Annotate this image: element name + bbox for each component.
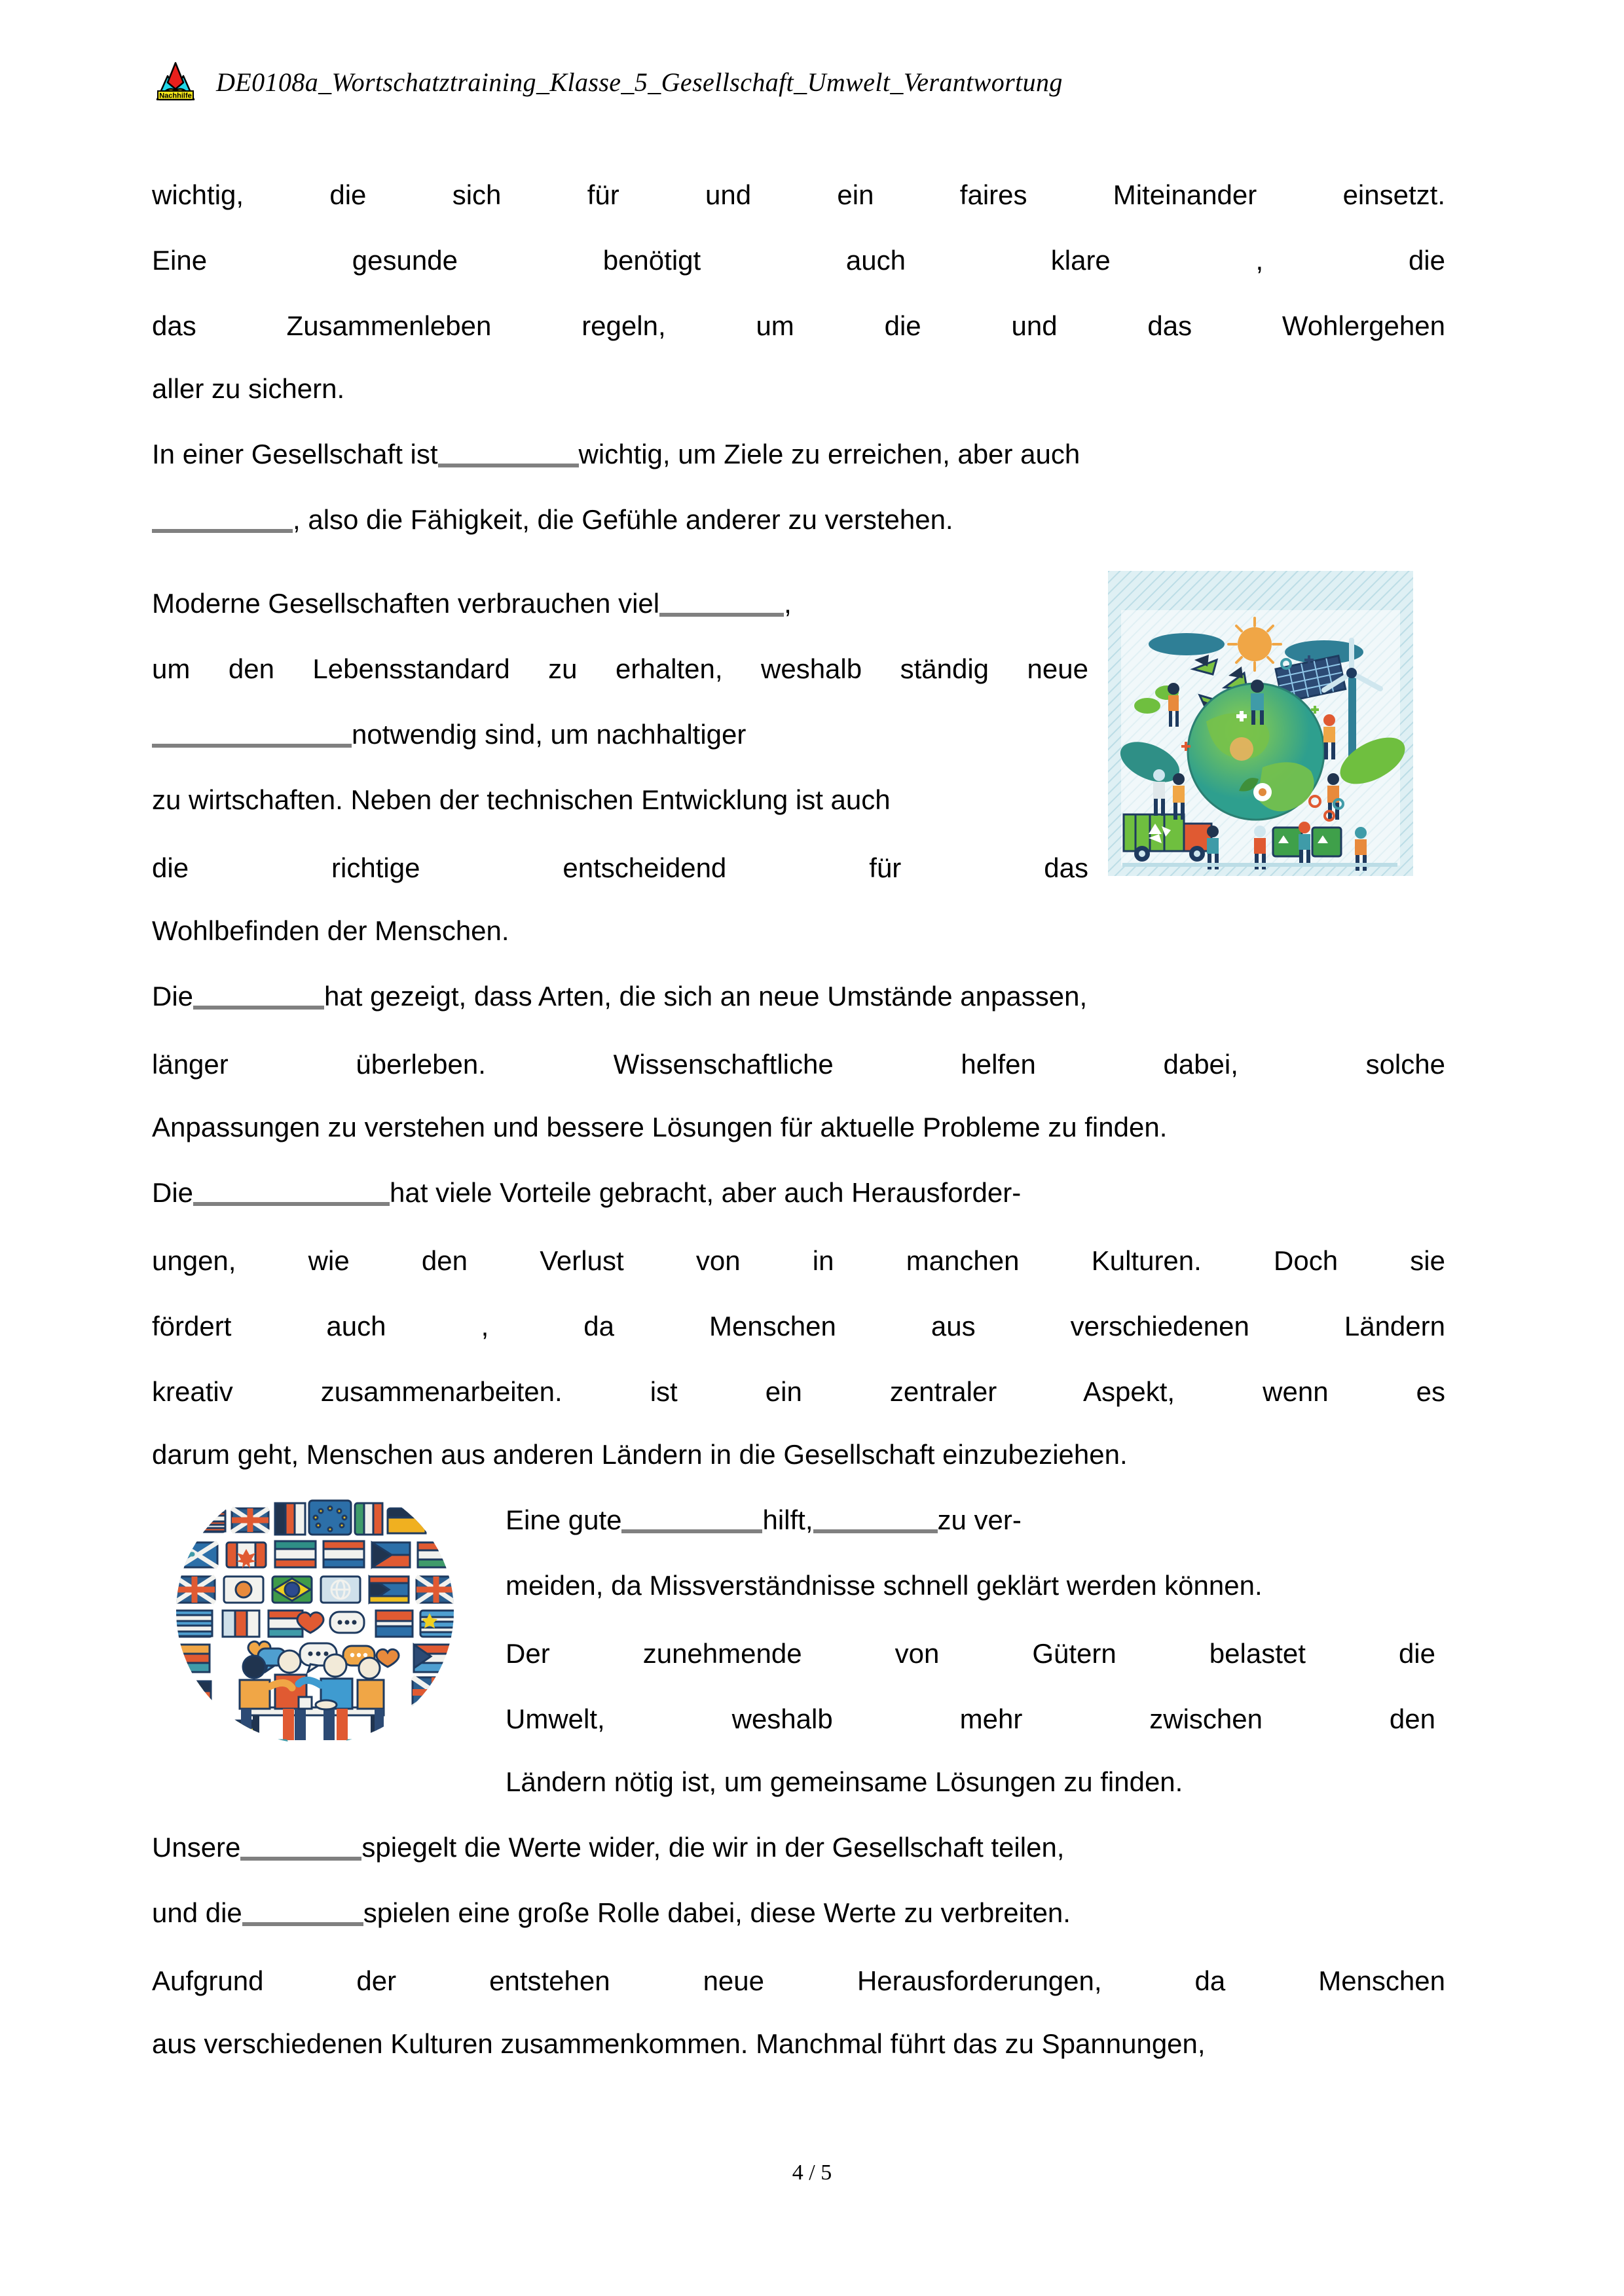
line-text: zwischen den (1149, 1704, 1436, 1734)
paragraph-block-1 (152, 160, 1445, 553)
line-text: und ein faires Miteinander einsetzt. (705, 179, 1445, 210)
line-text: Wohlbefinden der Menschen. (152, 915, 509, 946)
text-line (152, 1946, 1445, 2011)
text-line (152, 1160, 1445, 1226)
line-text: zu ver- (937, 1504, 1022, 1535)
fill-in-blank[interactable] (659, 591, 784, 617)
line-text: hilft, (762, 1504, 813, 1535)
text-line (152, 2011, 1445, 2077)
text-line (152, 571, 1088, 636)
text-line (152, 1226, 1445, 1291)
fill-in-blank[interactable] (242, 1900, 363, 1926)
fill-in-blank[interactable] (152, 721, 352, 748)
fill-in-blank[interactable] (621, 1507, 762, 1533)
fill-in-blank[interactable] (438, 441, 579, 467)
text-line (152, 422, 1445, 487)
line-text: kreativ zusammenarbeiten. (152, 1376, 650, 1407)
text-line (152, 898, 1445, 964)
text-line (506, 1684, 1435, 1749)
fill-in-blank[interactable] (813, 1507, 938, 1533)
line-text: Unsere (152, 1832, 241, 1863)
fill-in-blank[interactable] (240, 1834, 361, 1861)
line-text: in manchen Kulturen. Doch sie (812, 1245, 1445, 1276)
text-line (152, 833, 1088, 898)
text-line (152, 1357, 1445, 1422)
line-text: wichtig, die sich für (152, 179, 706, 210)
text-line (152, 1029, 1445, 1095)
text-line (152, 767, 1088, 833)
line-text: hat gezeigt, dass Arten, die sich an neue Umstände anpassen, (324, 981, 1088, 1011)
text-line (152, 1095, 1445, 1160)
text-line (152, 225, 1445, 291)
line-text: länger überleben. Wissenschaftliche (152, 1049, 961, 1080)
text-line (152, 1422, 1445, 1487)
fill-in-blank[interactable] (193, 1180, 390, 1206)
paragraph-block-environment (152, 571, 1445, 898)
line-text: um den Lebensstandard zu erhalten, weshalb ständig neue (152, 653, 1088, 684)
page-indicator: 4 / 5 (792, 2160, 832, 2185)
line-text: Aufgrund der (152, 1965, 490, 1996)
text-line (152, 636, 1088, 702)
paragraph-block-after-environment (152, 898, 1445, 1487)
line-text: , da Menschen aus verschiedenen Ländern (481, 1311, 1445, 1341)
text-line (506, 1749, 1435, 1815)
line-text: hat viele Vorteile gebracht, aber auch Herausforder- (390, 1177, 1022, 1208)
text-line (506, 1553, 1435, 1618)
line-text: Die (152, 1177, 194, 1208)
line-text: ist ein zentraler Aspekt, wenn es (650, 1376, 1445, 1407)
page-title: DE0108a_Wortschatztraining_Klasse_5_Gesellschaft_Umwelt_Verantwortung (216, 67, 1063, 97)
line-text: In einer Gesellschaft ist (152, 439, 438, 469)
text-line (152, 487, 1445, 553)
worksheet-text (152, 160, 1445, 553)
line-text: aller zu sichern. (152, 373, 345, 404)
line-text: Die (152, 981, 194, 1011)
page-footer (0, 2160, 1624, 2185)
line-text: Ländern nötig ist, um gemeinsame Lösungen zu finden. (506, 1766, 1183, 1797)
text-line (152, 702, 1088, 767)
text-line (152, 964, 1445, 1029)
line-text: fördert auch (152, 1311, 481, 1341)
line-text: darum geht, Menschen aus anderen Ländern in die Gesellschaft einzubeziehen. (152, 1439, 1128, 1470)
line-text: Moderne Gesellschaften verbrauchen viel (152, 588, 660, 619)
text-line (152, 356, 1445, 422)
line-text: meiden, da Missverständnisse schnell geklärt werden können. (506, 1570, 1263, 1601)
line-text: , (784, 588, 792, 619)
line-text: Umwelt, weshalb mehr (506, 1704, 1150, 1734)
text-line (152, 1815, 1445, 1880)
text-line (152, 1291, 1445, 1357)
text-line (506, 1487, 1435, 1553)
line-text: und das Wohlergehen (1011, 310, 1445, 341)
paragraph-block-flags (152, 1487, 1445, 1815)
line-text: Eine gute (506, 1504, 622, 1535)
line-text: benötigt auch klare (602, 245, 1256, 276)
line-text: spielen eine große Rolle dabei, diese Werte zu verbreiten. (363, 1897, 1071, 1928)
line-text: Der zunehmende (506, 1638, 895, 1669)
line-text: entstehen neue Herausforderungen, da Menschen (489, 1965, 1445, 1996)
line-text: die richtige (152, 852, 563, 883)
line-text: ungen, wie den Verlust von (152, 1245, 813, 1276)
text-line (152, 160, 1445, 225)
line-text: , also die Fähigkeit, die Gefühle anderer zu verstehen. (293, 504, 953, 535)
line-text: und die (152, 1897, 242, 1928)
text-line (152, 1880, 1445, 1946)
line-text: aus verschiedenen Kulturen zusammenkommen. Manchmal führt das zu Spannungen, (152, 2028, 1206, 2059)
paragraph-block-tail (152, 1815, 1445, 2077)
line-text: spiegelt die Werte wider, die wir in der Gesellschaft teilen, (361, 1832, 1065, 1863)
text-line (506, 1618, 1435, 1684)
line-text: Anpassungen zu verstehen und bessere Lösungen für aktuelle Probleme zu finden. (152, 1112, 1168, 1142)
fill-in-blank[interactable] (152, 507, 293, 533)
line-text: notwendig sind, um nachhaltiger (352, 719, 747, 750)
line-text: von Gütern belastet die (895, 1638, 1435, 1669)
line-text: entscheidend für das (563, 852, 1088, 883)
line-text: helfen dabei, solche (961, 1049, 1445, 1080)
nachhilfe-mountain-logo-icon (152, 60, 199, 103)
line-text: wichtig, um Ziele zu erreichen, aber auch (578, 439, 1080, 469)
page-header (152, 60, 1063, 103)
line-text: das Zusammenleben regeln, um die (152, 310, 1012, 341)
text-line (152, 291, 1445, 356)
svg-text:Nachhilfe: Nachhilfe (159, 92, 192, 100)
line-text: zu wirtschaften. Neben der technischen Entwicklung ist auch (152, 784, 891, 815)
line-text: , die (1255, 245, 1445, 276)
line-text: Eine gesunde (152, 245, 603, 276)
fill-in-blank[interactable] (193, 983, 324, 1010)
